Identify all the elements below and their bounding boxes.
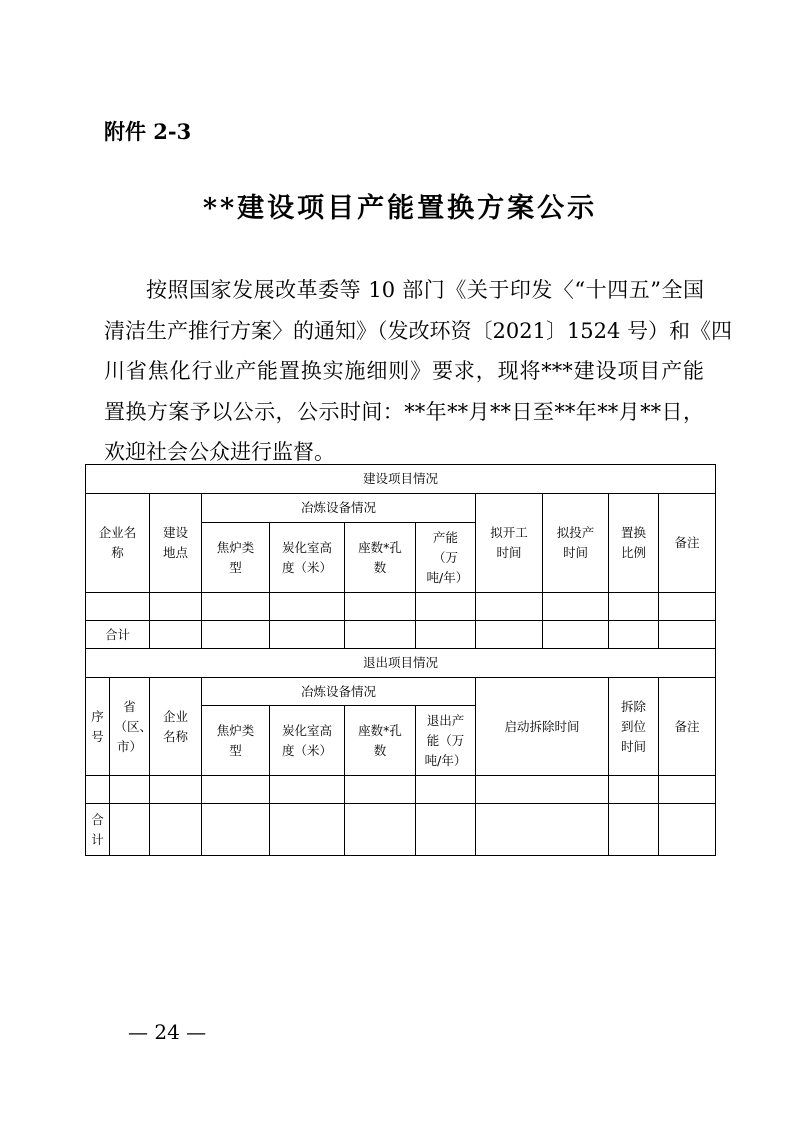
header-exit-oven-type: 焦炉类型 <box>202 706 270 776</box>
header-production-time: 拟投产时间 <box>543 494 609 593</box>
exit-section-row <box>86 649 716 678</box>
page-title: **建设项目产能置换方案公示 <box>202 193 598 224</box>
attachment-label: 附件 2-3 <box>104 119 192 144</box>
header-exit-company-name: 企业名称 <box>150 678 202 776</box>
header-demolition-start: 启动拆除时间 <box>476 678 609 776</box>
header-capacity: 产能（万吨/年） <box>416 523 476 593</box>
header-equipment-group: 冶炼设备情况 <box>202 494 476 523</box>
header-serial: 序号 <box>86 678 110 776</box>
exit-total-label: 合计 <box>86 804 110 856</box>
exit-section-title: 退出项目情况 <box>86 649 716 678</box>
header-ratio: 置换比例 <box>609 494 659 593</box>
header-exit-capacity: 退出产能（万吨/年） <box>416 706 476 776</box>
table-row <box>86 776 716 804</box>
header-exit-remarks: 备注 <box>659 678 716 776</box>
construction-total-row <box>86 621 716 649</box>
paragraph-line: 置换方案予以公示，公示时间：**年**月**日至**年**月**日， <box>104 399 704 424</box>
header-company-name: 企业名称 <box>86 494 150 593</box>
header-start-time: 拟开工时间 <box>476 494 543 593</box>
paragraph-line: 清洁生产推行方案〉的通知》（发改环资〔2021〕1524 号）和《四 <box>104 318 733 343</box>
construction-header-row <box>86 494 716 523</box>
paragraph-line: 欢迎社会公众进行监督。 <box>104 440 335 464</box>
header-exit-chamber-height: 炭化室高度（米） <box>270 706 345 776</box>
construction-section-title: 建设项目情况 <box>86 465 716 494</box>
table-row <box>86 593 716 621</box>
paragraph-line: 按照国家发展改革委等 10 部门《关于印发〈“十四五”全国 <box>146 278 704 302</box>
body-paragraph <box>104 270 733 473</box>
header-location: 建设地点 <box>150 494 202 593</box>
header-exit-holes: 座数*孔数 <box>345 706 416 776</box>
paragraph-line: 川省焦化行业产能置换实施细则》要求，现将***建设项目产能 <box>104 359 704 383</box>
construction-section-row <box>86 465 716 494</box>
exit-total-row <box>86 804 716 856</box>
construction-total-label: 合计 <box>86 621 150 649</box>
header-chamber-height: 炭化室高度（米） <box>270 523 345 593</box>
header-oven-type: 焦炉类型 <box>202 523 270 593</box>
header-province: 省（区、市） <box>110 678 150 776</box>
header-remarks: 备注 <box>659 494 716 593</box>
header-demolition-done: 拆除到位时间 <box>609 678 659 776</box>
exit-header-row <box>86 678 716 706</box>
capacity-replacement-table <box>85 464 716 856</box>
header-holes: 座数*孔数 <box>345 523 416 593</box>
header-exit-equipment-group: 冶炼设备情况 <box>202 678 476 706</box>
page-number: — 24 — <box>128 1020 207 1044</box>
